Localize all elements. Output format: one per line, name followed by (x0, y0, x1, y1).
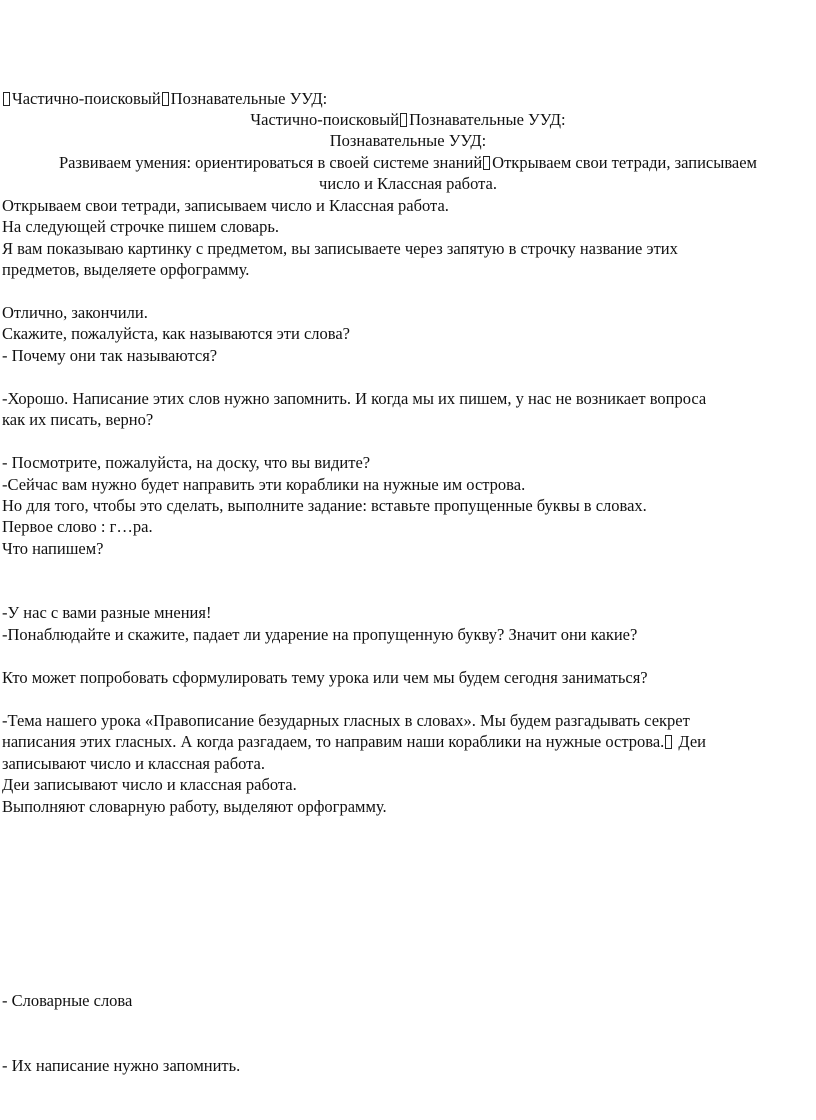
body-line-10: - Посмотрите, пожалуйста, на доску, что вы видите? (2, 453, 371, 472)
header-line-2 (0, 109, 816, 130)
body-line-16: -Понаблюдайте и скажите, падает ли ударение на пропущенную букву? Значит они какие? (2, 625, 638, 644)
body-line-13: Первое слово : г…ра. (2, 517, 153, 536)
header-method-1: Частично-поисковый (12, 89, 161, 108)
body-line-5: Отлично, закончили. (2, 303, 148, 322)
body-line-12: Но для того, чтобы это сделать, выполните задание: вставьте пропущенные буквы в словах. (2, 496, 647, 515)
header-line-3 (0, 130, 816, 151)
header-line-1 (2, 88, 327, 109)
body-line-8: -Хорошо. Написание этих слов нужно запомнить. И когда мы их пишем, у нас не возникает вопроса (2, 389, 707, 408)
body-line-19-text: написания этих гласных. А когда разгадаем, то направим наши кораблики на нужные острова. (2, 732, 665, 751)
body-line-2: На следующей строчке пишем словарь. (2, 217, 280, 236)
body-line-23: - Словарные слова (2, 991, 133, 1010)
body-line-17: Кто может попробовать сформулировать тему урока или чем мы будем сегодня заниматься? (2, 668, 648, 687)
header-uud-2: Познавательные УУД: (409, 110, 566, 129)
body-line-1: Открываем свои тетради, записываем число и Классная работа. (2, 196, 449, 215)
missing-glyph-icon (665, 735, 672, 749)
body-line-11: -Сейчас вам нужно будет направить эти кораблики на нужные им острова. (2, 475, 526, 494)
body-line-3: Я вам показываю картинку с предметом, вы записываете через запятую в строчку название этих (2, 239, 678, 258)
body-line-24: - Их написание нужно запомнить. (2, 1056, 241, 1075)
header-skills: Развиваем умения: ориентироваться в своей системе знаний (59, 153, 483, 172)
header-date-line: число и Классная работа. (319, 174, 497, 193)
body-line-19-tail: Деи (678, 732, 707, 751)
missing-glyph-icon (3, 92, 10, 106)
header-uud-3: Познавательные УУД: (329, 131, 487, 150)
body-line-6: Скажите, пожалуйста, как называются эти слова? (2, 324, 350, 343)
body-line-21: Деи записывают число и классная работа. (2, 775, 297, 794)
missing-glyph-icon (162, 92, 169, 106)
body-line-4: предметов, выделяете орфограмму. (2, 260, 250, 279)
body-line-9: как их писать, верно? (2, 410, 154, 429)
missing-glyph-icon (400, 113, 407, 127)
header-open-notebooks: Открываем свои тетради, записываем (492, 153, 757, 172)
body-line-7: - Почему они так называются? (2, 346, 218, 365)
header-uud-1: Познавательные УУД: (170, 89, 328, 108)
body-line-14: Что напишем? (2, 539, 104, 558)
body-line-22: Выполняют словарную работу, выделяют орфограмму. (2, 797, 387, 816)
header-line-5 (0, 173, 816, 194)
missing-glyph-icon (483, 156, 490, 170)
body-line-19 (2, 731, 706, 752)
body-line-20: записывают число и классная работа. (2, 754, 266, 773)
body-line-18: -Тема нашего урока «Правописание безударных гласных в словах». Мы будем разгадывать секрет (2, 711, 690, 730)
body-line-15: -У нас с вами разные мнения! (2, 603, 212, 622)
header-method-2: Частично-поисковый (250, 110, 400, 129)
header-line-4 (0, 152, 816, 173)
